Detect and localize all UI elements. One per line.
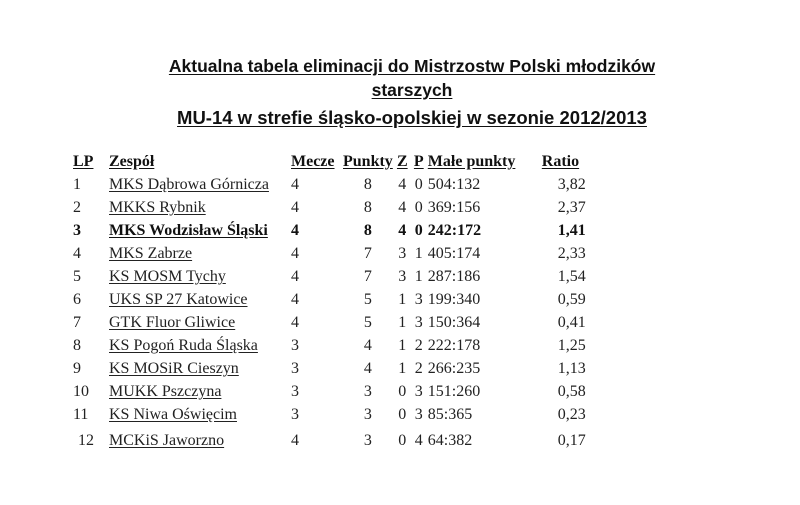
ratio-cell: 2,33 — [557, 245, 586, 262]
small-points-cell: 369:156 — [427, 199, 481, 216]
table-row — [70, 403, 602, 426]
team-link[interactable]: KS Niwa Oświęcim — [109, 406, 237, 423]
matches-cell: 4 — [291, 432, 299, 449]
team-link[interactable]: MKS Wodzisław Śląski — [109, 222, 268, 239]
losses-cell: 2 — [414, 337, 423, 354]
ratio-cell: 3,82 — [557, 176, 586, 193]
table-row — [70, 426, 602, 456]
table-row — [70, 265, 602, 288]
wins-cell: 3 — [398, 268, 407, 285]
losses-cell: 0 — [414, 176, 423, 193]
ratio-cell: 0,58 — [557, 383, 586, 400]
ratio-cell: 0,17 — [557, 432, 586, 449]
points-cell: 5 — [363, 314, 372, 331]
rank-cell: 6 — [73, 291, 81, 308]
losses-cell: 1 — [414, 268, 423, 285]
team-link[interactable]: UKS SP 27 Katowice — [109, 291, 248, 308]
col-header-matches: Mecze — [291, 153, 335, 170]
wins-cell: 1 — [398, 337, 407, 354]
team-link[interactable]: KS Pogoń Ruda Śląska — [109, 337, 258, 354]
col-header-points: Punkty — [343, 153, 393, 170]
matches-cell: 4 — [291, 222, 299, 239]
wins-cell: 3 — [398, 245, 407, 262]
small-points-cell: 242:172 — [427, 222, 482, 239]
team-link[interactable]: MCKiS Jaworzno — [109, 432, 225, 449]
small-points-cell: 266:235 — [427, 360, 481, 377]
losses-cell: 3 — [414, 314, 423, 331]
ratio-cell: 1,54 — [557, 268, 586, 285]
matches-cell: 4 — [291, 199, 299, 216]
team-link[interactable]: MKS Zabrze — [109, 245, 193, 262]
col-header-losses: P — [413, 153, 424, 170]
matches-cell: 4 — [291, 268, 299, 285]
wins-cell: 4 — [398, 222, 407, 239]
rank-cell: 4 — [73, 245, 81, 262]
rank-cell: 8 — [73, 337, 81, 354]
small-points-cell: 504:132 — [427, 176, 481, 193]
points-cell: 8 — [363, 176, 372, 193]
small-points-cell: 287:186 — [427, 268, 481, 285]
rank-cell: 12 — [78, 432, 94, 449]
points-cell: 3 — [363, 406, 372, 423]
table-row — [70, 196, 602, 219]
rank-cell: 5 — [73, 268, 81, 285]
ratio-cell: 0,59 — [557, 291, 586, 308]
team-link[interactable]: MKKS Rybnik — [109, 199, 206, 216]
table-row — [70, 288, 602, 311]
rank-cell: 9 — [73, 360, 81, 377]
small-points-cell: 405:174 — [427, 245, 481, 262]
wins-cell: 1 — [398, 291, 407, 308]
small-points-cell: 222:178 — [427, 337, 481, 354]
table-row — [70, 311, 602, 334]
title-line-3 — [12, 108, 800, 128]
losses-cell: 3 — [414, 291, 423, 308]
table-row — [70, 173, 602, 196]
losses-cell: 3 — [414, 383, 423, 400]
ratio-cell: 1,13 — [557, 360, 586, 377]
small-points-cell: 64:382 — [427, 432, 473, 449]
wins-cell: 1 — [398, 360, 407, 377]
ratio-cell: 2,37 — [557, 199, 586, 216]
table-row — [70, 357, 602, 380]
wins-cell: 0 — [398, 432, 407, 449]
wins-cell: 1 — [398, 314, 407, 331]
points-cell: 3 — [363, 432, 372, 449]
matches-cell: 4 — [291, 245, 299, 262]
points-cell: 8 — [363, 199, 372, 216]
wins-cell: 0 — [398, 383, 407, 400]
small-points-cell: 150:364 — [427, 314, 481, 331]
rank-cell: 3 — [73, 222, 81, 239]
title-line-2 — [12, 80, 800, 100]
points-cell: 3 — [363, 383, 372, 400]
points-cell: 7 — [363, 268, 372, 285]
points-cell: 4 — [363, 360, 372, 377]
rank-cell: 2 — [73, 199, 81, 216]
team-link[interactable]: KS MOSM Tychy — [109, 268, 226, 285]
losses-cell: 4 — [414, 432, 423, 449]
title-line-1 — [12, 56, 800, 76]
matches-cell: 4 — [291, 314, 299, 331]
small-points-cell: 85:365 — [427, 406, 473, 423]
rank-cell: 11 — [73, 406, 89, 423]
ratio-cell: 0,41 — [557, 314, 586, 331]
losses-cell: 3 — [414, 406, 423, 423]
matches-cell: 4 — [291, 291, 299, 308]
points-cell: 8 — [363, 222, 372, 239]
matches-cell: 3 — [291, 406, 299, 423]
matches-cell: 3 — [291, 383, 299, 400]
wins-cell: 0 — [398, 406, 407, 423]
small-points-cell: 151:260 — [427, 383, 481, 400]
wins-cell: 4 — [398, 176, 407, 193]
matches-cell: 3 — [291, 360, 299, 377]
matches-cell: 3 — [291, 337, 299, 354]
team-link[interactable]: MUKK Pszczyna — [109, 383, 222, 400]
rank-cell: 10 — [73, 383, 89, 400]
points-cell: 4 — [363, 337, 372, 354]
wins-cell: 4 — [398, 199, 407, 216]
team-link[interactable]: MKS Dąbrowa Górnicza — [109, 176, 269, 193]
table-header-row — [70, 150, 602, 173]
small-points-cell: 199:340 — [427, 291, 481, 308]
team-link[interactable]: GTK Fluor Gliwice — [109, 314, 236, 331]
title-text-1: Aktualna tabela eliminacji do Mistrzostw Polski młodzików — [168, 56, 656, 76]
col-header-lp: LP — [73, 153, 94, 170]
points-cell: 7 — [363, 245, 372, 262]
col-header-wins: Z — [396, 153, 408, 170]
col-header-team: Zespół — [109, 153, 155, 170]
table-row — [70, 219, 602, 242]
points-cell: 5 — [363, 291, 372, 308]
col-header-small-points: Małe punkty — [427, 153, 516, 170]
losses-cell: 1 — [414, 245, 423, 262]
ratio-cell: 1,25 — [557, 337, 586, 354]
losses-cell: 2 — [414, 360, 423, 377]
rank-cell: 7 — [73, 314, 81, 331]
title-text-2: starszych — [371, 80, 453, 100]
ratio-cell: 0,23 — [557, 406, 586, 423]
table-row — [70, 380, 602, 403]
losses-cell: 0 — [414, 222, 423, 239]
table-row — [70, 242, 602, 265]
rank-cell: 1 — [73, 176, 81, 193]
title-text-3: MU-14 w strefie śląsko-opolskiej w sezonie 2012/2013 — [177, 107, 647, 128]
standings-table — [70, 150, 602, 456]
col-header-ratio: Ratio — [541, 153, 580, 170]
team-link[interactable]: KS MOSiR Cieszyn — [109, 360, 239, 377]
ratio-cell: 1,41 — [557, 222, 586, 239]
matches-cell: 4 — [291, 176, 299, 193]
table-row — [70, 334, 602, 357]
losses-cell: 0 — [414, 199, 423, 216]
